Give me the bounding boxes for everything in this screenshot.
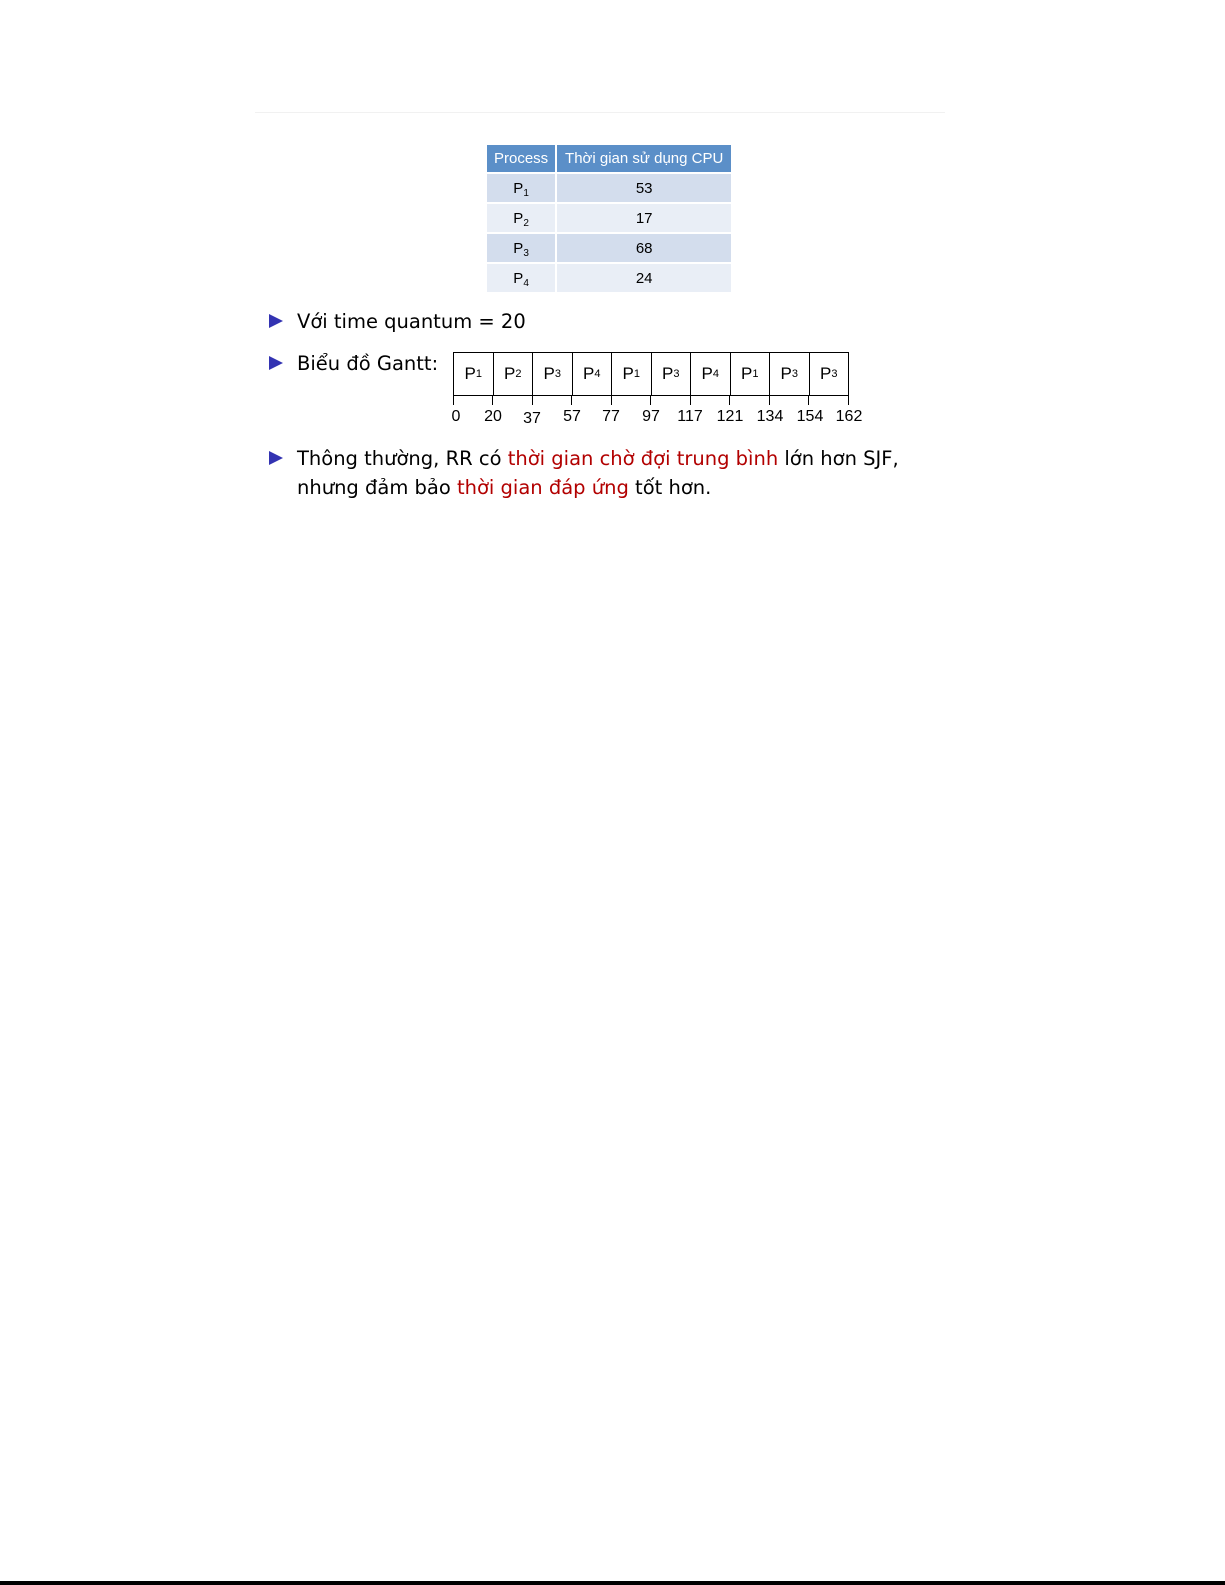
cpu-time-cell: 17 <box>556 203 731 233</box>
gantt-time-label: 57 <box>563 408 581 425</box>
gantt-cell: P 3 <box>770 353 810 395</box>
gantt-tick <box>848 396 849 405</box>
gantt-time-label: 0 <box>451 408 461 425</box>
gantt-cell: P 2 <box>494 353 534 395</box>
header-cpu-time: Thời gian sử dụng CPU <box>556 145 731 173</box>
process-cell: $P_2$ <box>487 203 556 233</box>
gantt-cell: P 1 <box>612 353 652 395</box>
table-row <box>487 263 731 292</box>
bullet-triangle-icon <box>269 356 283 370</box>
gantt-cell: P 3 <box>652 353 692 395</box>
gantt-tick <box>769 396 770 405</box>
gantt-time-label: 77 <box>602 408 620 425</box>
process-table <box>487 145 731 292</box>
conclusion-line-2 <box>297 476 711 499</box>
process-cell: $P_1$ <box>487 173 556 203</box>
top-divider <box>255 112 945 113</box>
gantt-label: Biểu đồ Gantt: <box>297 352 439 375</box>
conclusion-text: tốt hơn. <box>628 476 712 499</box>
table-row <box>487 233 731 263</box>
conclusion-text: nhưng đảm bảo <box>297 476 457 499</box>
conclusion-text: lớn hơn SJF, <box>778 447 899 470</box>
gantt-tick <box>650 396 651 405</box>
gantt-timeline <box>453 395 849 406</box>
gantt-tick <box>571 396 572 405</box>
gantt-cell: P 1 <box>731 353 771 395</box>
gantt-time-label: 154 <box>796 408 824 425</box>
gantt-time-label: 97 <box>642 408 660 425</box>
header-process: Process <box>487 145 556 173</box>
gantt-time-label: 117 <box>677 408 703 425</box>
gantt-tick <box>532 396 533 405</box>
gantt-cell: P 1 <box>454 353 494 395</box>
gantt-tick <box>611 396 612 405</box>
gantt-time-label: 121 <box>716 408 744 425</box>
bullet-triangle-icon <box>269 451 283 465</box>
table-header-row <box>487 145 731 173</box>
process-cell: $P_4$ <box>487 263 556 292</box>
quantum-text: Với time quantum = 20 <box>297 310 526 333</box>
gantt-tick <box>690 396 691 405</box>
gantt-time-label: 162 <box>835 408 863 425</box>
gantt-chart <box>453 352 849 396</box>
gantt-tick <box>808 396 809 405</box>
table-row <box>487 203 731 233</box>
conclusion-line-1 <box>297 447 899 470</box>
gantt-tick <box>729 396 730 405</box>
gantt-cell: P 4 <box>691 353 731 395</box>
gantt-time-label: 20 <box>484 408 502 425</box>
gantt-cell: P 4 <box>573 353 613 395</box>
highlight-response-time: thời gian đáp ứng <box>457 476 629 499</box>
gantt-time-label: 37 <box>523 410 541 427</box>
highlight-avg-wait-time: thời gian chờ đợi trung bình <box>507 447 779 470</box>
bottom-border <box>0 1581 1225 1585</box>
bullet-triangle-icon <box>269 314 283 328</box>
gantt-cell: P 3 <box>820 364 838 383</box>
table-row <box>487 173 731 203</box>
gantt-tick <box>453 396 454 405</box>
cpu-time-cell: 24 <box>556 263 731 292</box>
cpu-time-cell: 53 <box>556 173 731 203</box>
gantt-time-label: 134 <box>756 408 784 425</box>
cpu-time-cell: 68 <box>556 233 731 263</box>
conclusion-text: Thông thường, RR có <box>297 447 508 470</box>
gantt-cell: P 3 <box>533 353 573 395</box>
process-cell: $P_3$ <box>487 233 556 263</box>
gantt-tick <box>492 396 493 405</box>
